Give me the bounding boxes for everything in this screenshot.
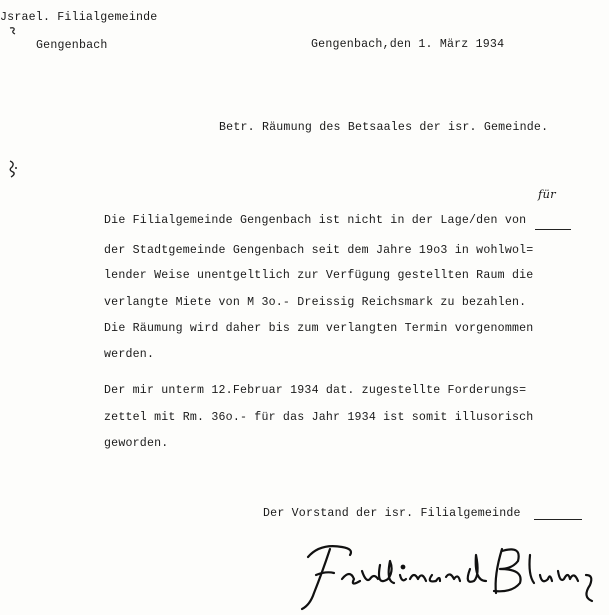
- closing-strike: [534, 519, 582, 520]
- subject-line: Betr. Räumung des Betsaales der isr. Gemeinde.: [219, 121, 549, 134]
- body-line-4: verlangte Miete von M 3o.- Dreissig Reichsmark zu bezahlen.: [104, 296, 527, 309]
- body-line-1: Die Filialgemeinde Gengenbach ist nicht in der Lage/den von: [104, 214, 527, 227]
- signature-image: [290, 535, 605, 613]
- margin-mark-top: [8, 26, 18, 36]
- sender-line-2: Gengenbach: [36, 39, 108, 52]
- handwritten-insert: für: [538, 187, 556, 201]
- margin-mark-middle: [6, 158, 20, 180]
- place-date: Gengenbach,den 1. März 1934: [311, 38, 505, 51]
- insert-underline: [535, 229, 571, 230]
- body-line-3: lender Weise unentgeltlich zur Verfügung gestellten Raum die: [104, 269, 534, 282]
- body-line-6: werden.: [104, 348, 155, 361]
- body-line-9: geworden.: [104, 437, 169, 450]
- closing-line: Der Vorstand der isr. Filialgemeinde: [263, 507, 521, 520]
- body-line-8: zettel mit Rm. 36o.- für das Jahr 1934 ist somit illusorisch: [104, 411, 534, 424]
- body-line-2: der Stadtgemeinde Gengenbach seit dem Jahre 19o3 in wohlwol=: [104, 244, 534, 257]
- sender-line-1: Jsrael. Filialgemeinde: [0, 11, 158, 24]
- body-line-7: Der mir unterm 12.Februar 1934 dat. zugestellte Forderungs=: [104, 384, 527, 397]
- body-line-5: Die Räumung wird daher bis zum verlangten Termin vorgenommen: [104, 322, 534, 335]
